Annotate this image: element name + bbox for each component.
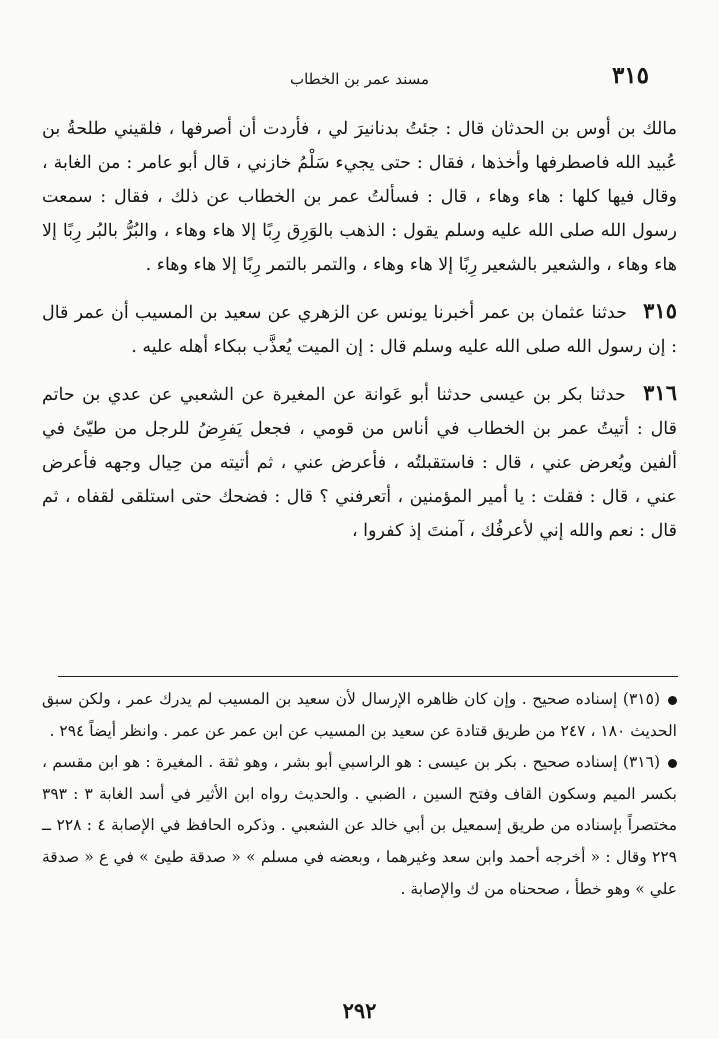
hadith-text-315: حدثنا عثمان بن عمر أخبرنا يونس عن الزهري عن سعيد بن المسيب أن عمر قال : إن رسول الله صلى الله عليه وسلم قال : إن الميت يُعذَّب ببكاء أهله عليه . bbox=[42, 303, 677, 357]
footnote-315 bbox=[42, 684, 677, 747]
header-hadith-range: ٣١٥ bbox=[611, 62, 649, 89]
hadith-text-316: حدثنا بكر بن عيسى حدثنا أبو عَوانة عن المغيرة عن الشعبي عن عدي بن حاتم قال : أتيتُ عمر بن الخطاب في أناس من قومي ، فجعل يَفرِضُ للرجل من طيّئ في ألفين ويُعرض عني ، قال : فاستقبلتُه ، فأعرض عني ، ثم أتيته من حِيال وجهه فأعرض عني ، قال : فقلت : يا أمير المؤمنين ، أتعرفني ؟ قال : فضحك حتى استلقى لقفاه ، ثم قال : نعم والله إني لأعرفُك ، آمنتَ إذ كفروا ، bbox=[42, 385, 677, 541]
running-title: مسند عمر بن الخطاب bbox=[289, 70, 430, 88]
footnote-316-text: (٣١٦) إسناده صحيح . بكر بن عيسى : هو الراسبي أبو بشر ، وهو ثقة . المغيرة : هو ابن مقسم ، بكسر الميم وسكون القاف وفتح السين ، الضبي . والحديث رواه ابن الأثير في أسد الغابة ٣ : ٣٩٣ مختصراً بإسناده من طريق إسمعيل بن أبي خالد عن الشعبي . وذكره الحافظ في الإصابة ٤ : ٢٢٨ ــ ٢٢٩ وقال : « أخرجه أحمد وابن سعد وغيرهما ، وبعضه في مسلم » « صدقة طيئ » في ع « صدقة علي » وهو خطأ ، صححناه من ك والإصابة . bbox=[42, 753, 677, 898]
bullet-icon bbox=[668, 759, 677, 768]
hadith-number-316: ٣١٦ bbox=[643, 380, 677, 405]
footnotes bbox=[42, 684, 677, 905]
page-number: ٢٩٢ bbox=[342, 998, 377, 1023]
hadith-316 bbox=[42, 376, 677, 548]
bullet-icon bbox=[668, 696, 677, 705]
footnote-316 bbox=[42, 747, 677, 905]
page-header bbox=[60, 60, 659, 100]
footnote-315-text: (٣١٥) إسناده صحيح . وإن كان ظاهره الإرسال لأن سعيد بن المسيب لم يدرك عمر ، ولكن سبق الحديث ١٨٠ ، ٢٤٧ من طريق قتادة عن سعيد بن المسيب عن ابن عمر عن عمر . وانظر أيضاً ٢٩٤ . bbox=[42, 690, 677, 740]
footnote-divider bbox=[58, 676, 678, 677]
main-text bbox=[42, 112, 677, 548]
hadith-number-315: ٣١٥ bbox=[643, 298, 677, 323]
hadith-315 bbox=[42, 294, 677, 364]
intro-paragraph: مالك بن أوس بن الحدثان قال : جئتُ بدنانيرَ لي ، فأردت أن أصرفها ، فلقيني طلحةُ بن عُبيد الله فاصطرفها وأخذها ، فقال : حتى يجيء سَلْمُ خازني ، قال أبو عامر : من الغابة ، وقال فيها كلها : هاء وهاء ، قال : فسألتُ عمر بن الخطاب عن ذلك ، فقال : سمعت رسول الله صلى الله عليه وسلم يقول : الذهب بالوَرِق رِبًا إلا هاء وهاء ، والبُرُّ بالبُر رِبًا إلا هاء وهاء ، والشعير بالشعير رِبًا إلا هاء وهاء ، والتمر بالتمر رِبًا إلا هاء وهاء . bbox=[42, 119, 677, 275]
